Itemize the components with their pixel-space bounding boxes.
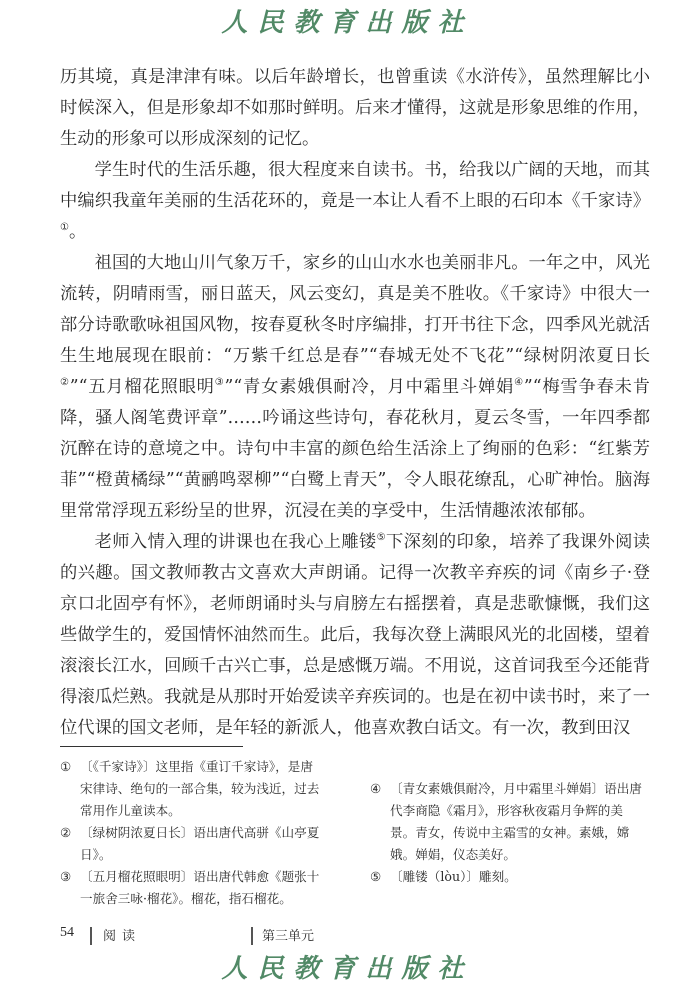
footnote-text: 〔绿树阴浓夏日长〕语出唐代高骈《山亭夏日》。 xyxy=(80,825,320,862)
footnote-number: ⑤ xyxy=(370,869,382,884)
paragraph-2-text: 学生时代的生活乐趣，很大程度来自读书。书，给我以广阔的天地，而其中编织我童年美丽的生活花环的，竟是一本让人看不上眼的石印本《千家诗》 xyxy=(60,160,650,211)
footnotes-right-column xyxy=(370,778,645,888)
paragraph-3 xyxy=(60,248,650,527)
footnote-number: ① xyxy=(60,759,72,774)
footer-section-title: 阅读 xyxy=(103,929,142,944)
paragraph-3-text-a: 祖国的大地山川气象万千，家乡的山山水水也美丽非凡。一年之中，风光流转，阴晴雨雪，丽日蓝天，风云变幻，真是美不胜收。《千家诗》中很大一部分诗歌歌咏祖国风物，按春夏秋冬时序编排，打开书往下念，四季风光就活生生地展现在眼前：“万紫千红总是春”“春城无处不飞花”“绿树阴浓夏日长 xyxy=(60,253,650,366)
footnote-ref-5[interactable]: ⑤ xyxy=(376,532,386,544)
footnote-ref-4[interactable]: ④ xyxy=(514,377,524,389)
footnote-2 xyxy=(60,822,322,866)
paragraph-4-end: 下深刻的印象，培养了我课外阅读的兴趣。国文教师教古文喜欢大声朗诵。记得一次教辛弃疾的词《南乡子·登京口北固亭有怀》，老师朗诵时头与肩膀左右摇摆着，真是悲歌慷慨，我们这些做学生的，爱国情怀油然而生。此后，我每次登上满眼风光的北固楼，望着滚滚长江水，回顾千古兴亡事，总是感慨万端。不用说，这首词我至今还能背得滚瓜烂熟。我就是从那时开始爱读辛弃疾词的。也是在初中读书时，来了一位代课的国文老师，是年轻的新派人，他喜欢教白话文。有一次，教到田汉 xyxy=(60,532,650,738)
paragraph-3-text-c: ”“青女素娥俱耐冷，月中霜里斗婵娟 xyxy=(224,377,515,397)
footer-separator xyxy=(90,927,92,945)
footnote-4 xyxy=(370,778,645,866)
footnote-ref-1[interactable]: ① xyxy=(60,222,69,234)
publisher-watermark-top: 人民教育出版社 xyxy=(221,8,474,38)
footnote-number: ③ xyxy=(60,869,72,884)
footnote-ref-2[interactable]: ② xyxy=(60,377,70,389)
page-footer xyxy=(0,925,695,947)
paragraph-3-text-b: ”“五月榴花照眼明 xyxy=(69,377,215,397)
paragraph-2 xyxy=(60,155,650,248)
body-text xyxy=(60,62,650,744)
footer-separator xyxy=(251,927,253,945)
footer-unit-title: 第三单元 xyxy=(262,929,315,944)
footnotes-left-column xyxy=(60,756,322,910)
paragraph-3-text-d: ”“梅雪争春未肯降，骚人阁笔费评章”……吟诵这些诗句，春花秋月，夏云冬雪，一年四季都沉醉在诗的意境之中。诗句中丰富的颜色给生活涂上了绚丽的色彩：“红紫芳菲”“橙黄橘绿”“黄鹂鸣翠柳”“白鹭上青天”，令人眼花缭乱，心旷神怡。脑海里常常浮现五彩纷呈的世界，沉浸在美的享受中，生活情趣浓浓郁郁。 xyxy=(60,377,651,521)
footnote-text: 〔《千家诗》〕这里指《重订千家诗》，是唐宋律诗、绝句的一部合集，较为浅近，过去常用作儿童读本。 xyxy=(80,759,320,818)
paragraph-4 xyxy=(60,527,650,744)
footnote-number: ④ xyxy=(370,781,382,796)
paragraph-4-text: 老师入情入理的讲课也在我心上雕镂 xyxy=(94,532,377,552)
footnote-divider xyxy=(60,746,243,747)
footnote-1 xyxy=(60,756,322,822)
footnote-3 xyxy=(60,866,322,910)
footnote-ref-3[interactable]: ③ xyxy=(214,377,225,389)
footnote-text: 〔青女素娥俱耐冷，月中霜里斗婵娟〕语出唐代李商隐《霜月》，形容秋夜霜月争辉的美景。青女，传说中主霜雪的女神。素娥，嫦娥。婵娟，仪态美好。 xyxy=(390,781,642,862)
page-number: 54 xyxy=(60,925,74,940)
paragraph-2-end: 。 xyxy=(68,222,87,242)
footnote-text: 〔雕镂（lòu）〕雕刻。 xyxy=(390,869,517,884)
footnote-5 xyxy=(370,866,645,888)
publisher-watermark-bottom: 人民教育出版社 xyxy=(221,954,474,984)
footnote-number: ② xyxy=(60,825,72,840)
footnote-text: 〔五月榴花照眼明〕语出唐代韩愈《题张十一旅舍三咏·榴花》。榴花，指石榴花。 xyxy=(80,869,320,906)
paragraph-1: 历其境，真是津津有味。以后年龄增长，也曾重读《水浒传》，虽然理解比小时候深入，但是形象却不如那时鲜明。后来才懂得，这就是形象思维的作用，生动的形象可以形成深刻的记忆。 xyxy=(60,67,650,149)
